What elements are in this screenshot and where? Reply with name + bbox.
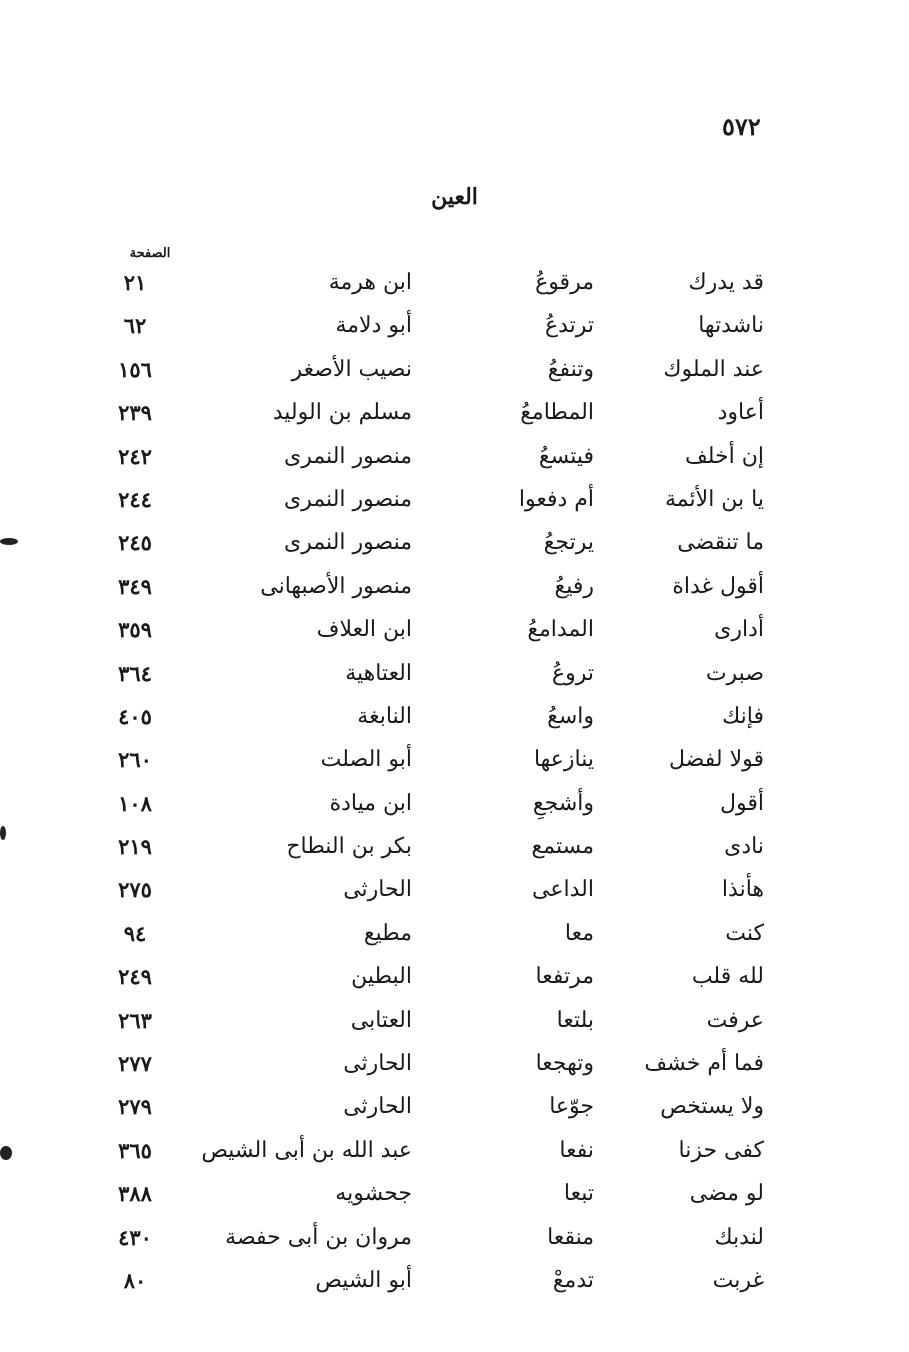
index-row: [0, 1177, 909, 1220]
poet-name: مطيع: [363, 920, 412, 946]
index-row: [0, 1134, 909, 1177]
index-row: [0, 700, 909, 743]
page-ref: ٤٠٥: [118, 703, 152, 729]
rhyme-word: ترتدعُ: [544, 313, 594, 339]
page-ref: ٣٦٤: [118, 660, 152, 686]
index-row: [0, 483, 909, 526]
index-row: [0, 743, 909, 786]
poet-name: النابغة: [357, 703, 412, 729]
page-ref: ٢٤٤: [118, 486, 152, 512]
rhyme-word: مستمع: [531, 834, 594, 860]
verse-start: فإنك: [722, 703, 764, 729]
index-row: [0, 1264, 909, 1307]
page-ref: ٢٧٥: [118, 877, 152, 903]
verse-start: لو مضى: [689, 1181, 764, 1207]
poet-name: أبو الشيص: [315, 1267, 412, 1293]
poet-name: جحشويه: [335, 1181, 412, 1207]
verse-start: إن أخلف: [684, 443, 764, 469]
page-ref: ٢٤٢: [118, 443, 152, 469]
rhyme-word: وأشجعِ: [532, 790, 594, 816]
verse-start: أقول غداة: [672, 573, 764, 599]
index-row: [0, 440, 909, 483]
page-ref: ٢١: [123, 270, 147, 295]
verse-start: يا بن الأئمة: [665, 486, 764, 512]
poet-name: نصيب الأصغر: [291, 356, 412, 382]
page-ref: ٨٠: [123, 1267, 147, 1293]
page-ref: ٣٥٩: [118, 617, 152, 643]
index-row: [0, 353, 909, 396]
poet-name: منصور النمرى: [283, 486, 412, 512]
poet-name: العتابى: [350, 1007, 412, 1033]
verse-start: ما تنقضى: [677, 530, 764, 556]
rhyme-word: فيتسعُ: [538, 443, 594, 469]
index-row: [0, 830, 909, 873]
page-ref: ٢٤٩: [118, 964, 152, 990]
rhyme-word: الداعى: [532, 877, 594, 903]
poet-name: ابن العلاف: [316, 617, 412, 643]
index-row: [0, 787, 909, 830]
rhyme-word: مرتفعا: [535, 964, 594, 990]
rhyme-word: تروعُ: [551, 660, 594, 686]
poet-name: العتاهية: [345, 660, 412, 686]
index-row: [0, 1090, 909, 1133]
page-ref: ٩٤: [123, 920, 147, 946]
page-ref: ٢٧٧: [118, 1051, 152, 1077]
verse-start: ولا يستخص: [660, 1094, 764, 1120]
poet-name: عبد الله بن أبى الشيص: [201, 1137, 412, 1163]
verse-start: هأنذا: [721, 877, 764, 903]
page-ref: ٣٨٨: [118, 1181, 152, 1207]
page-ref: ١٠٨: [118, 790, 152, 816]
index-row: [0, 613, 909, 656]
poet-name: الحارثى: [343, 1094, 412, 1120]
scan-speck: [0, 1146, 12, 1160]
poet-name: مروان بن أبى حفصة: [225, 1224, 412, 1250]
page-ref: ٢٦٠: [118, 747, 152, 773]
poet-name: ابن هرمة: [328, 270, 412, 295]
rhyme-word: مرقوعُ: [535, 270, 594, 295]
rhyme-word: وتهجعا: [535, 1051, 594, 1077]
poet-name: أبو دلامة: [335, 313, 412, 339]
rhyme-word: نفعا: [559, 1137, 594, 1163]
page-ref: ٢٤٥: [118, 530, 152, 556]
rhyme-word: المدامعُ: [527, 617, 594, 643]
verse-start: نادى: [724, 834, 764, 860]
verse-start: أعاود: [717, 400, 764, 426]
rhyme-word: منقعا: [547, 1224, 594, 1250]
index-row: [0, 917, 909, 960]
scan-speck: [0, 538, 18, 545]
index-row: [0, 396, 909, 439]
index-row: [0, 1004, 909, 1047]
index-row: [0, 309, 909, 352]
index-row: [0, 526, 909, 569]
verse-start: صبرت: [705, 660, 764, 686]
poet-name: ابن ميادة: [329, 790, 412, 816]
verse-start: قولا لفضل: [669, 747, 764, 773]
rhyme-word: تبعا: [563, 1181, 594, 1207]
rhyme-word: بلتعا: [556, 1007, 594, 1033]
page-ref: ٦٢: [123, 313, 147, 339]
verse-start: عرفت: [706, 1007, 764, 1033]
page-ref: ٤٣٠: [118, 1224, 152, 1250]
verse-start: فما أم خشف: [644, 1051, 764, 1077]
verse-start: ناشدتها: [698, 313, 764, 339]
rhyme-word: رفيعُ: [554, 573, 594, 599]
index-row: [0, 1047, 909, 1090]
page-ref: ٢١٩: [118, 834, 152, 860]
page-ref: ١٥٦: [118, 356, 152, 382]
poet-name: منصور الأصبهانى: [260, 573, 412, 599]
rhyme-word: جوّعا: [549, 1094, 594, 1120]
index-row: [0, 266, 909, 309]
rhyme-word: وتنفعُ: [547, 356, 594, 382]
rhyme-word: المطامعُ: [520, 400, 594, 426]
page-ref: ٢٧٩: [118, 1094, 152, 1120]
poet-name: منصور النمرى: [283, 443, 412, 469]
poet-name: بكر بن النطاح: [286, 834, 412, 860]
index-row: [0, 960, 909, 1003]
verse-start: أقول: [720, 790, 764, 816]
page-ref: ٢٣٩: [118, 400, 152, 426]
index-row: [0, 657, 909, 700]
verse-start: قد يدرك: [688, 270, 764, 295]
verse-start: لندبك: [714, 1224, 764, 1250]
index-row: [0, 570, 909, 613]
poet-name: منصور النمرى: [283, 530, 412, 556]
verse-start: أدارى: [714, 617, 764, 643]
scan-speck: [0, 826, 6, 840]
verse-start: كفى حزنا: [678, 1137, 764, 1163]
poet-name: البطين: [351, 964, 412, 990]
verse-start: كنت: [725, 920, 764, 946]
rhyme-word: يرتجعُ: [543, 530, 594, 556]
poet-name: مسلم بن الوليد: [272, 400, 412, 426]
rhyme-word: ينازعها: [533, 747, 594, 773]
rhyme-word: أم دفعوا: [518, 486, 594, 512]
poet-name: الحارثى: [343, 877, 412, 903]
page-ref: ٣٦٥: [118, 1137, 152, 1163]
verse-start: لله قلب: [691, 964, 764, 990]
verse-start: عند الملوك: [663, 356, 764, 382]
index-row: [0, 1221, 909, 1264]
poet-name: أبو الصلت: [320, 747, 412, 773]
page-ref: ٢٦٣: [118, 1007, 152, 1033]
page-column-header: الصفحة: [129, 246, 171, 261]
index-row: [0, 873, 909, 916]
rhyme-word: واسعُ: [547, 703, 594, 729]
poet-name: الحارثى: [343, 1051, 412, 1077]
page-number: ٥٧٢: [722, 112, 761, 141]
rhyme-word: معا: [564, 920, 594, 946]
index-table: [0, 266, 909, 1307]
rhyme-word: تدمعْ: [552, 1267, 594, 1293]
section-heading: العين: [431, 184, 478, 210]
verse-start: غربت: [712, 1267, 764, 1293]
page-ref: ٣٤٩: [118, 573, 152, 599]
